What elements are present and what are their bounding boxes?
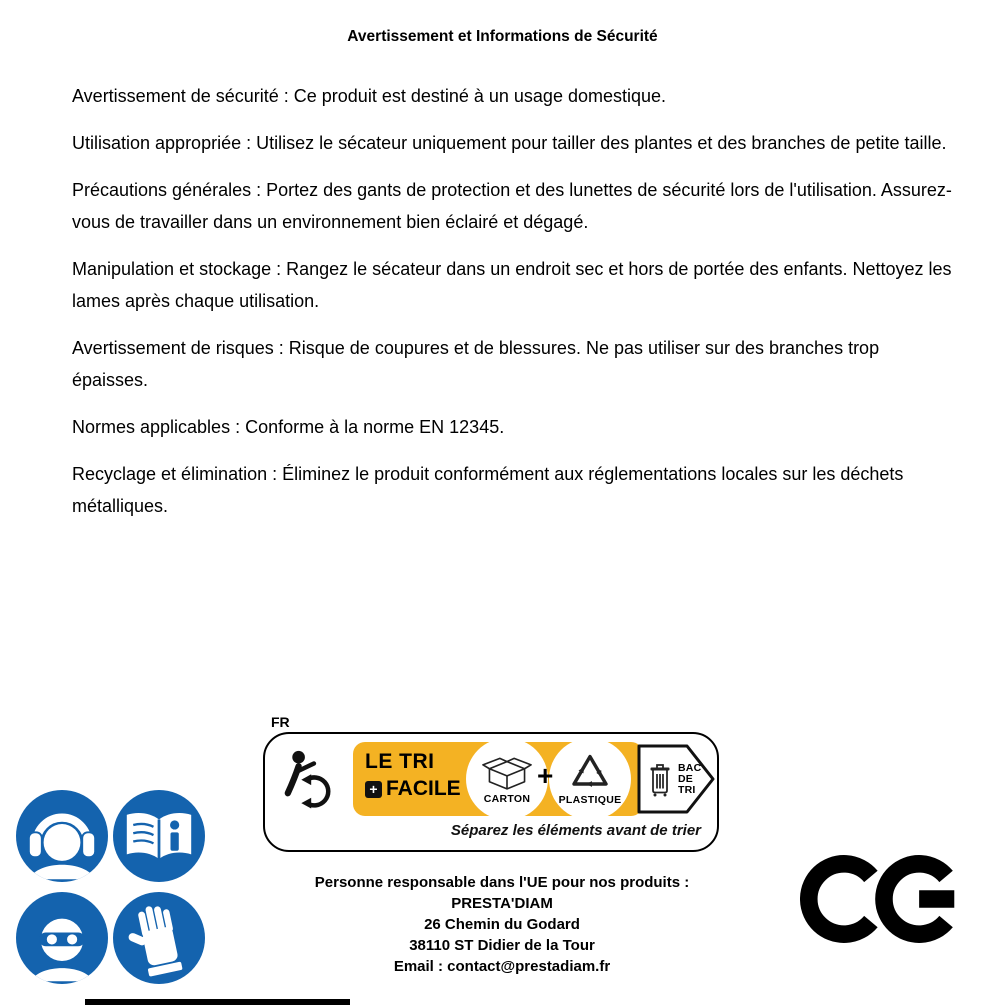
recycling-paragraph: Recyclage et élimination : Éliminez le produit conformément aux réglementations locales sur les déchets métalliques.: [72, 464, 904, 516]
le-tri-facile-text: [365, 750, 461, 801]
tri-text-line: TRI: [678, 783, 696, 796]
recycling-triangle-icon: [567, 752, 613, 792]
sorting-tagline: Séparez les éléments avant de trier: [450, 822, 701, 839]
de-text: DE: [678, 772, 693, 785]
general-precautions-paragraph: Précautions générales : Portez des gants de protection et des lunettes de sécurité lors de l'utilisation. Assurez-vous de travailler dans un environnement bien éclairé et dégagé.: [72, 180, 952, 232]
plus-icon: +: [365, 781, 382, 798]
bac-text: BAC: [678, 761, 702, 774]
bac-de-tri-arrow: [637, 744, 715, 814]
appropriate-use-paragraph: Utilisation appropriée : Utilisez le sécateur uniquement pour tailler des plantes et des branches de petite taille.: [72, 133, 947, 153]
plastique-label: PLASTIQUE: [558, 794, 622, 806]
carton-box-icon: [481, 753, 533, 791]
responsible-heading: Personne responsable dans l'UE pour nos produits :: [314, 874, 690, 891]
plastique-circle: [549, 738, 631, 820]
responsible-block: [252, 872, 752, 977]
standards-paragraph: Normes applicables : Conforme à la norme EN 12345.: [72, 417, 505, 437]
triman-sorting-label: [263, 714, 719, 852]
triman-icon: [277, 744, 349, 828]
address-line-1: 26 Chemin du Godard: [424, 916, 580, 933]
sorting-label-box: [263, 732, 719, 852]
ce-mark-icon: [800, 852, 966, 946]
carton-circle: [466, 738, 548, 820]
protective-gloves-icon: [113, 892, 205, 984]
handling-storage-paragraph: Manipulation et stockage : Rangez le sécateur dans un endroit sec et hors de portée des enfants. Nettoyez les lames après chaque utilisation.: [72, 259, 952, 311]
page-title: Avertissement et Informations de Sécurité: [347, 28, 658, 45]
country-code-label: FR: [271, 714, 290, 730]
facile-text: FACILE: [386, 777, 461, 800]
company-name: PRESTA'DIAM: [451, 895, 553, 912]
trash-bin-icon: [645, 756, 675, 802]
bac-de-tri-text: [678, 763, 701, 796]
carton-label: CARTON: [483, 793, 531, 805]
risk-warning-paragraph: Avertissement de risques : Risque de coupures et de blessures. Ne pas utiliser sur des branches trop épaisses.: [72, 338, 880, 390]
ear-protection-icon: [16, 790, 108, 882]
contact-email: Email : contact@prestadiam.fr: [393, 958, 611, 975]
eye-protection-icon: [16, 892, 108, 984]
bottom-black-bar: [85, 999, 350, 1005]
plus-separator: +: [537, 760, 554, 791]
safety-warning-paragraph: Avertissement de sécurité : Ce produit est destiné à un usage domestique.: [72, 86, 667, 106]
safety-paragraphs: [72, 80, 954, 537]
read-manual-icon: [113, 790, 205, 882]
address-line-2: 38110 ST Didier de la Tour: [409, 937, 595, 954]
le-tri-text: LE TRI: [365, 750, 435, 773]
